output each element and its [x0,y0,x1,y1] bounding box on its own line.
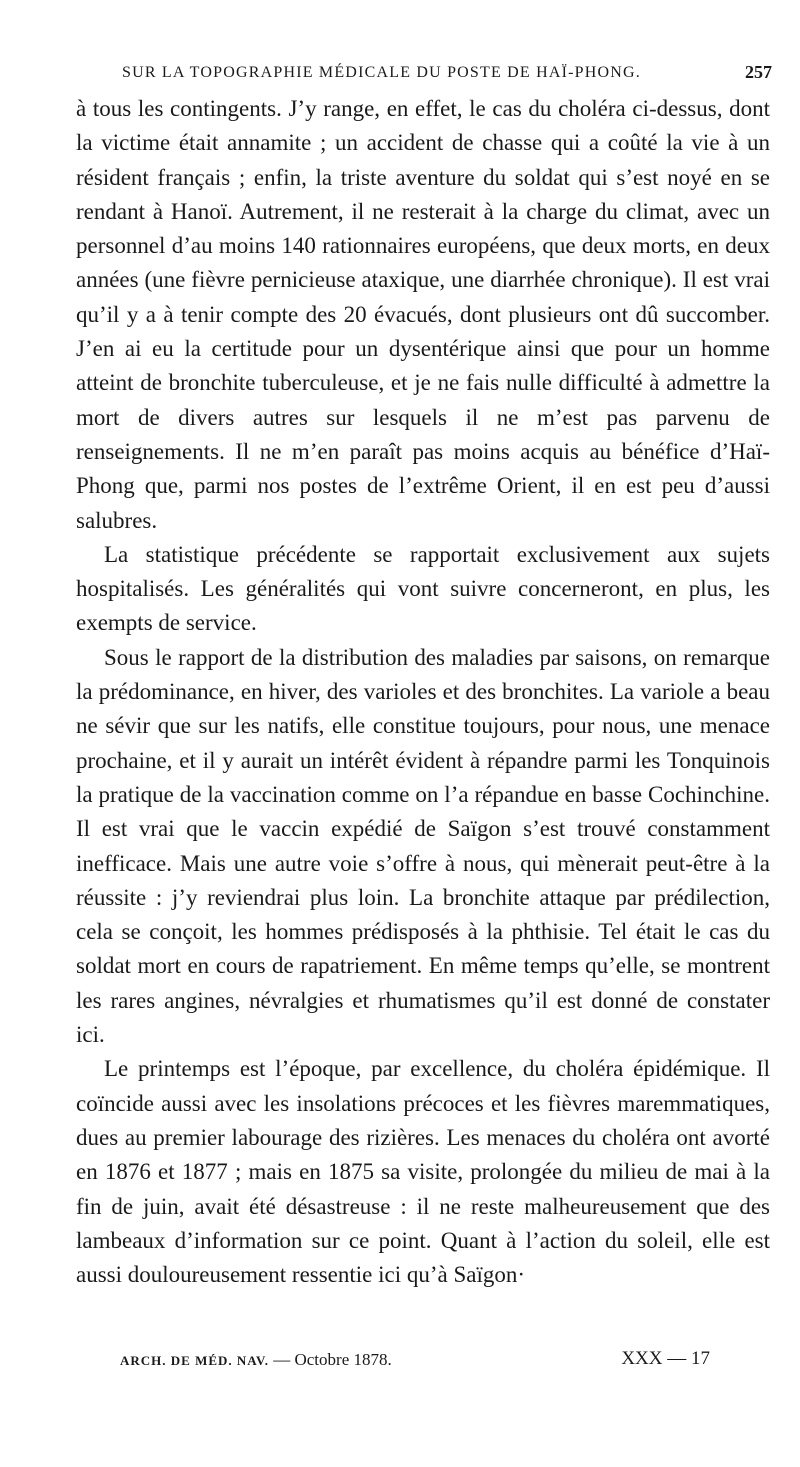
body-text [76,92,770,1292]
running-title: SUR LA TOPOGRAPHIE MÉDICALE DU POSTE DE HAÏ-PHONG. [122,64,641,81]
page-footer [120,1346,710,1372]
page-number: 257 [745,62,772,82]
paragraph: Le printemps est l’époque, par excellence, du choléra épidémique. Il coïncide aussi avec les insolations précoces et les fièvres maremmatiques, dues au premier labourage des rizières. Les menaces du choléra ont avorté en 1876 et 1877 ; mais en 1875 sa visite, prolongée du milieu de mai à la fin de juin, avait été désastreuse : il ne reste malheureusement que des lambeaux d’information sur ce point. Quant à l’action du soleil, elle est aussi douloureusement ressentie ici qu’à Saïgon· [76,1056,770,1288]
journal-abbreviation: ARCH. DE MÉD. NAV. [120,1353,269,1368]
paragraph: Sous le rapport de la distribution des maladies par saisons, on remarque la prédominance, en hiver, des varioles et des bronchites. La variole a beau ne sévir que sur les natifs, elle constitue toujours, pour nous, une menace prochaine, et il y aurait un intérêt évident à répandre parmi les Tonquinois la pratique de la vaccination comme on l’a répandue en basse Cochinchine. Il est vrai que le vaccin expédié de Saïgon s’est trouvé constamment inefficace. Mais une autre voie s’offre à nous, qui mènerait peut-être à la réussite : j’y reviendrai plus loin. La bronchite attaque par prédilection, cela se conçoit, les hommes prédisposés à la phthisie. Tel était le cas du soldat mort en cours de rapatriement. En même temps qu’elle, se montrent les rares angines, névralgies et rhumatismes qu’il est donné de constater ici. [76,644,770,1048]
paragraph: à tous les contingents. J’y range, en effet, le cas du choléra ci-dessus, dont la victime était annamite ; un accident de chasse qui a coûté la vie à un résident français ; enfin, la triste aventure du soldat qui s’est noyé en se rendant à Hanoï. Autrement, il ne resterait à la charge du climat, avec un personnel d’au moins 140 rationnaires européens, que deux morts, en deux années (une fièvre pernicieuse ataxique, une diarrhée chronique). Il est vrai qu’il y a à tenir compte des 20 évacués, dont plusieurs ont dû succomber. J’en ai eu la certitude pour un dysentérique ainsi que pour un homme atteint de bronchite tuberculeuse, et je ne fais nulle difficulté à admettre la mort de divers autres sur lesquels il ne m’est pas parvenu de renseignements. Il ne m’en paraît pas moins acquis au bénéfice d’Haï-Phong que, parmi nos postes de l’extrême Orient, il en est peu d’aussi salubres. [76,96,770,533]
paragraph: La statistique précédente se rapportait exclusivement aux sujets hospitalisés. Les généralités qui vont suivre concerneront, en plus, les exempts de service. [76,541,770,636]
footer-date: — Octobre 1878. [273,1350,392,1369]
running-header [76,60,772,88]
footer-journal [120,1350,392,1370]
signature-mark: XXX — 17 [621,1348,710,1369]
